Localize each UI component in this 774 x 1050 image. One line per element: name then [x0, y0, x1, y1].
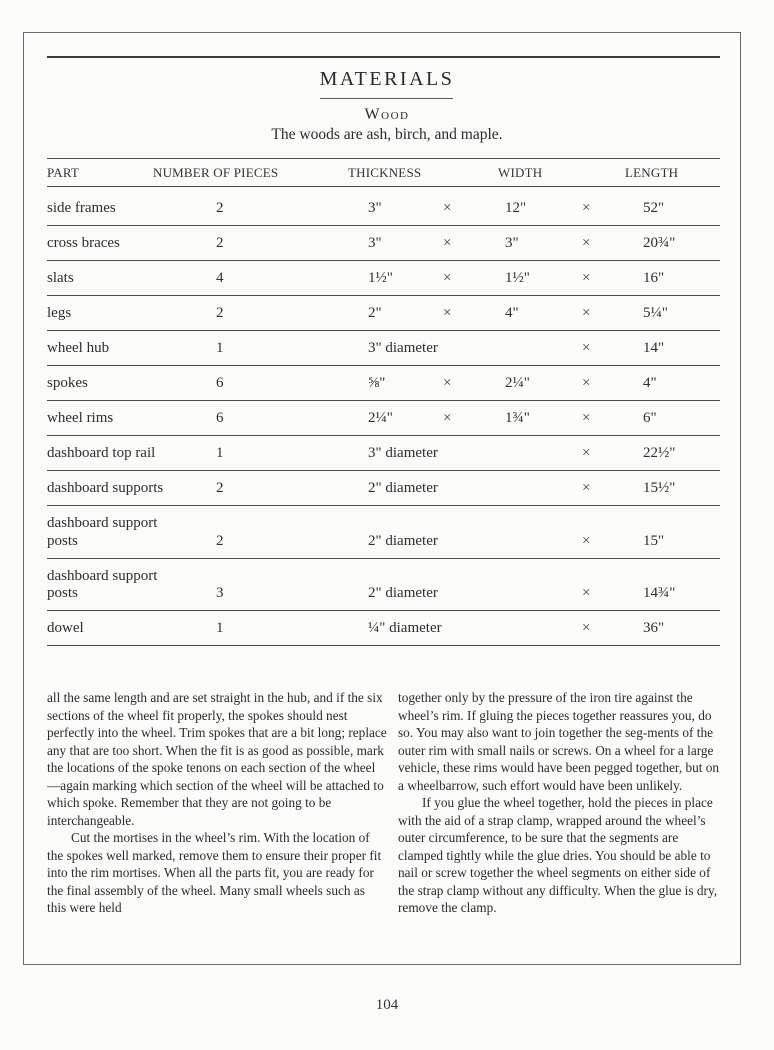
times-sign: ×	[582, 235, 591, 251]
cell-length: 20¾"	[643, 235, 676, 251]
times-sign: ×	[582, 200, 591, 216]
cell-part: dashboard support	[47, 515, 158, 531]
row-rule	[47, 558, 720, 559]
cell-thickness: 3"	[368, 235, 382, 251]
times-sign: ×	[443, 235, 452, 251]
cell-thickness: 3" diameter	[368, 445, 438, 461]
cell-pieces: 6	[216, 375, 224, 391]
times-sign: ×	[582, 533, 591, 549]
cell-thickness: 3"	[368, 200, 382, 216]
row-rule	[47, 365, 720, 366]
cell-pieces: 1	[216, 340, 224, 356]
times-sign: ×	[582, 620, 591, 636]
cell-pieces: 2	[216, 235, 224, 251]
row-rule	[47, 400, 720, 401]
times-sign: ×	[582, 305, 591, 321]
cell-part: dashboard supports	[47, 480, 164, 496]
header-part: PART	[47, 165, 80, 180]
cell-thickness: 2" diameter	[368, 480, 438, 496]
cell-pieces: 1	[216, 620, 224, 636]
cell-part: wheel hub	[47, 340, 110, 356]
title-underline	[320, 98, 453, 99]
times-sign: ×	[582, 270, 591, 286]
times-sign: ×	[582, 585, 591, 601]
cell-length: 14¾"	[643, 585, 676, 601]
times-sign: ×	[443, 305, 452, 321]
cell-thickness: 2" diameter	[368, 533, 438, 549]
row-rule	[47, 470, 720, 471]
cell-width: 1½"	[505, 270, 530, 286]
cell-width: 3"	[505, 235, 519, 251]
cell-length: 5¼"	[643, 305, 668, 321]
cell-pieces: 6	[216, 410, 224, 426]
cell-pieces: 2	[216, 480, 224, 496]
cell-thickness: ¼" diameter	[368, 620, 442, 636]
cell-pieces: 2	[216, 533, 224, 549]
times-sign: ×	[443, 375, 452, 391]
paragraph: If you glue the wheel together, hold the pieces in place with the aid of a strap clamp, wrapped around the wheel’s outer circumference, to be sure that the segments are clamped tightly while the glue dries. You should be able to nail or screw together the wheel segments on either side of the strap clamp without any difficulty. When the glue is dry, remove the clamp.	[398, 795, 718, 915]
table-header-top-rule	[47, 158, 720, 159]
row-rule	[47, 295, 720, 296]
cell-pieces: 2	[216, 305, 224, 321]
header-width: WIDTH	[498, 165, 543, 180]
cell-thickness: 2"	[368, 305, 382, 321]
cell-part: dashboard top rail	[47, 445, 156, 461]
header-pieces: NUMBER OF PIECES	[153, 165, 279, 180]
section-description: The woods are ash, birch, and maple.	[271, 126, 503, 143]
cell-pieces: 2	[216, 200, 224, 216]
row-rule	[47, 610, 720, 611]
row-rule	[47, 435, 720, 436]
cell-width: 2¼"	[505, 375, 530, 391]
paragraph: all the same length and are set straight in the hub, and if the six sections of the wheel fit properly, the spokes should nest perfectly into the wheel. Trim spokes that are a bit long; replace any that are too short. When the fit is as good as possible, mark the locations of the spoke tenons on each section of the wheel—again marking which section of the wheel will be attached to which spoke. Remember that they are not going to be interchangeable.	[47, 690, 387, 828]
cell-width: 1¾"	[505, 410, 530, 426]
cell-part: cross braces	[47, 235, 120, 251]
times-sign: ×	[582, 340, 591, 356]
cell-part: legs	[47, 305, 72, 321]
row-rule	[47, 505, 720, 506]
section-title: MATERIALS	[319, 68, 455, 90]
cell-length: 22½"	[643, 445, 676, 461]
cell-part: spokes	[47, 375, 88, 391]
row-rule	[47, 260, 720, 261]
paragraph: Cut the mortises in the wheel’s rim. With the location of the spokes well marked, remove them to ensure their proper fit into the rim mortises. When all the parts fit, you are ready for the final assembly of the wheel. Many small wheels such as this were held	[47, 830, 382, 915]
times-sign: ×	[582, 375, 591, 391]
cell-width: 12"	[505, 200, 527, 216]
times-sign: ×	[443, 410, 452, 426]
paragraph: together only by the pressure of the iron tire against the wheel’s rim. If gluing the pieces together reassures you, do so. You may also want to join together the seg-ments of the outer rim with small nails or screws. On a wheel for a large vehicle, these rims would have been pegged together, but on a wheelbarrow, such effort would have been unlikely.	[398, 690, 720, 793]
cell-length: 15"	[643, 533, 665, 549]
cell-part: side frames	[47, 200, 116, 216]
body-left-column	[47, 689, 387, 917]
cell-part: dowel	[47, 620, 84, 636]
cell-length: 15½"	[643, 480, 676, 496]
cell-length: 16"	[643, 270, 665, 286]
times-sign: ×	[582, 480, 591, 496]
times-sign: ×	[582, 410, 591, 426]
row-rule	[47, 645, 720, 646]
cell-thickness: 3" diameter	[368, 340, 438, 356]
header-thickness: THICKNESS	[348, 165, 422, 180]
header-length: LENGTH	[625, 165, 679, 180]
cell-pieces: 4	[216, 270, 224, 286]
top-rule	[47, 56, 720, 58]
cell-part: posts	[47, 533, 78, 549]
times-sign: ×	[443, 270, 452, 286]
cell-part: dashboard support	[47, 568, 158, 584]
section-subtitle: Wood	[364, 106, 410, 123]
times-sign: ×	[582, 445, 591, 461]
cell-pieces: 1	[216, 445, 224, 461]
cell-pieces: 3	[216, 585, 224, 601]
cell-part: wheel rims	[47, 410, 114, 426]
row-rule	[47, 225, 720, 226]
page-number: 104	[375, 997, 399, 1013]
cell-thickness: ⅝"	[368, 375, 386, 391]
row-rule	[47, 330, 720, 331]
cell-width: 4"	[505, 305, 519, 321]
body-right-column	[398, 689, 723, 917]
cell-part: posts	[47, 585, 78, 601]
cell-thickness: 2" diameter	[368, 585, 438, 601]
cell-length: 52"	[643, 200, 665, 216]
cell-length: 6"	[643, 410, 657, 426]
table-header-bottom-rule	[47, 186, 720, 187]
cell-thickness: 1½"	[368, 270, 393, 286]
cell-length: 14"	[643, 340, 665, 356]
cell-length: 4"	[643, 375, 657, 391]
cell-length: 36"	[643, 620, 665, 636]
cell-thickness: 2¼"	[368, 410, 393, 426]
times-sign: ×	[443, 200, 452, 216]
cell-part: slats	[47, 270, 74, 286]
